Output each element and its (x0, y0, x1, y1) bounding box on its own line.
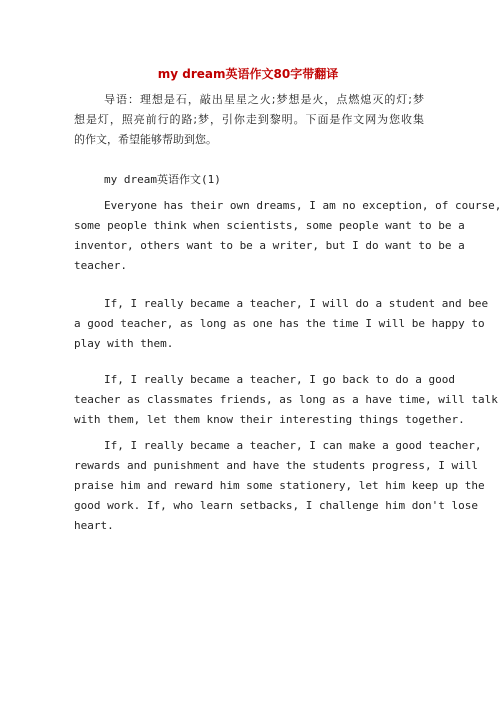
paragraph-line: rewards and punishment and have the students progress, I will (74, 459, 478, 472)
document-title: my dream英语作文80字带翻译 (157, 67, 339, 81)
paragraph-line: praise him and reward him some stationery, let him keep up the (74, 479, 485, 492)
intro-line: 想是灯，照亮前行的路;梦，引你走到黎明。下面是作文网为您收集 (74, 113, 424, 126)
intro-line: 导语：理想是石，敲出星星之火;梦想是火，点燃熄灭的灯;梦 (104, 93, 424, 106)
paragraph-line: teacher. (74, 259, 127, 272)
paragraph-line: a good teacher, as long as one has the time I will be happy to (74, 317, 485, 330)
paragraph-line: some people think when scientists, some people want to be a (74, 219, 465, 232)
paragraph-line: If, I really became a teacher, I go back to do a good (104, 373, 455, 386)
paragraph-4 (74, 436, 485, 536)
paragraph-line: Everyone has their own dreams, I am no exception, of course, (104, 199, 501, 212)
paragraph-line: with them, let them know their interesting things together. (74, 413, 465, 426)
paragraph-line: inventor, others want to be a writer, but I do want to be a (74, 239, 465, 252)
paragraph-line: If, I really became a teacher, I can make a good teacher, (104, 439, 482, 452)
paragraph-1 (74, 196, 501, 276)
paragraph-line: heart. (74, 519, 114, 532)
paragraph-line: If, I really became a teacher, I will do a student and bee (104, 297, 489, 310)
paragraph-3 (74, 370, 498, 430)
section-heading: my dream英语作文(1) (104, 173, 221, 186)
paragraph-2 (74, 294, 489, 354)
intro-line: 的作文，希望能够帮助到您。 (74, 133, 217, 146)
section-heading-block (74, 170, 424, 190)
intro-paragraph (74, 90, 424, 150)
paragraph-line: teacher as classmates friends, as long as a have time, will talk (74, 393, 498, 406)
paragraph-line: good work. If, who learn setbacks, I challenge him don't lose (74, 499, 478, 512)
paragraph-line: play with them. (74, 337, 174, 350)
